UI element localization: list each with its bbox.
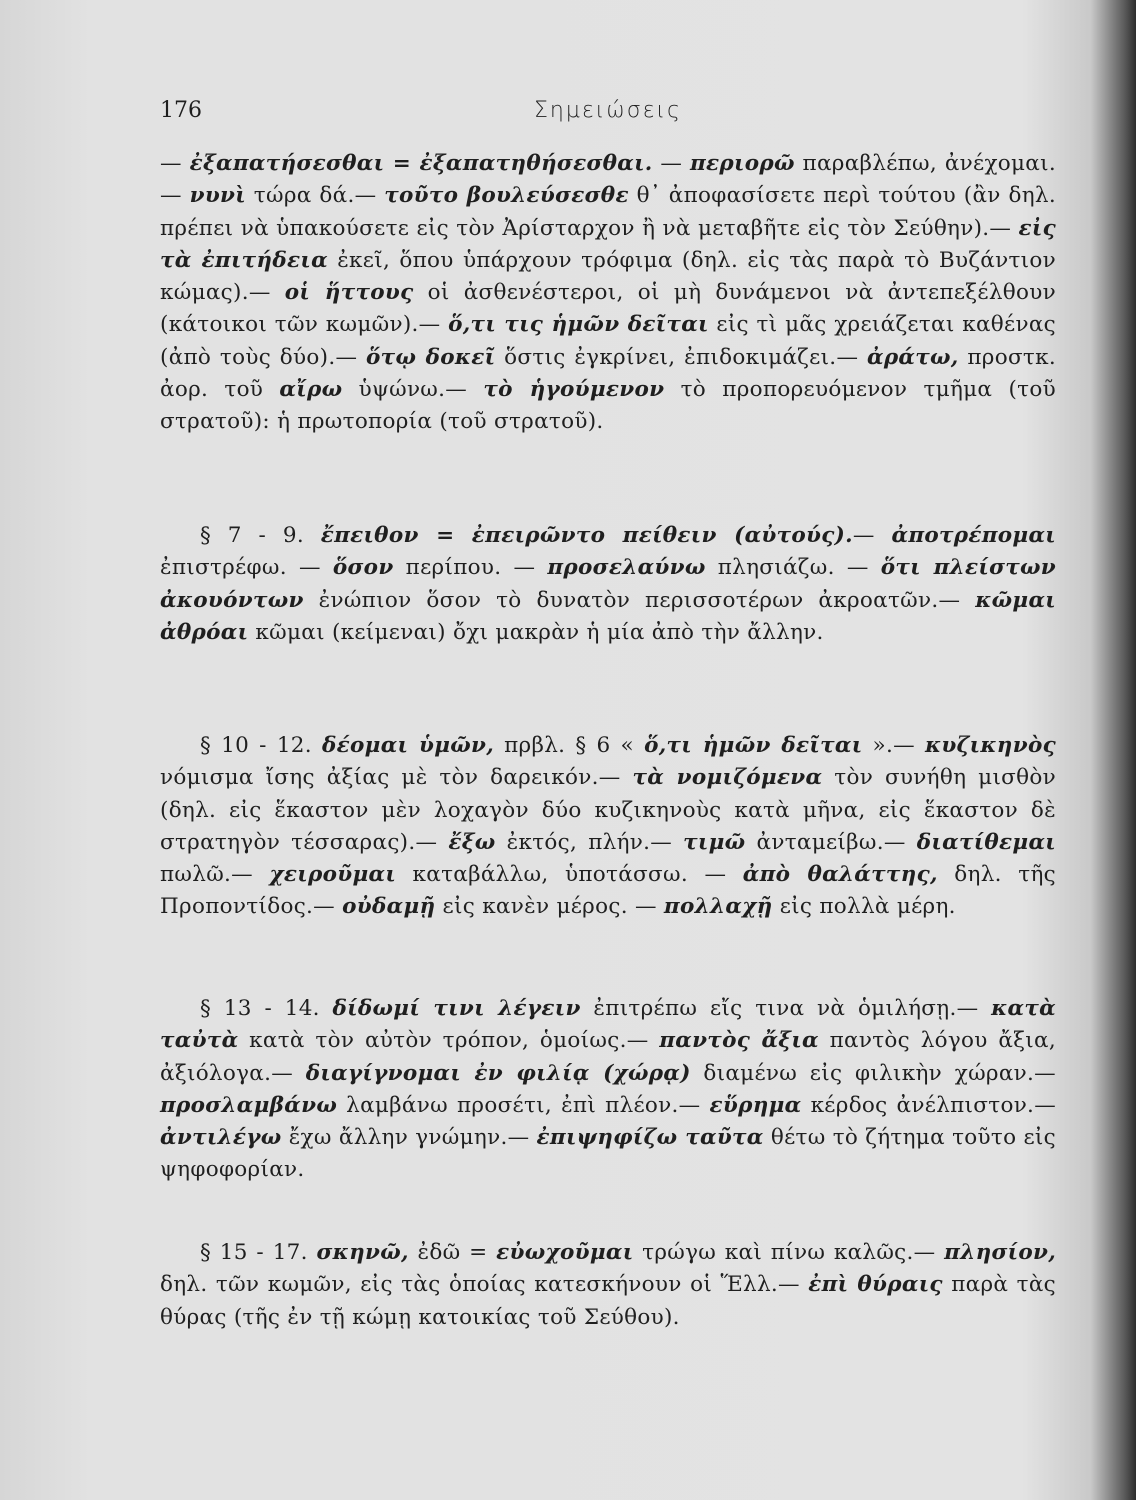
gloss-text: εἰς κανὲν μέρος. — xyxy=(435,894,664,920)
gloss-text: προστκ. ἀορ. τοῦ xyxy=(160,344,1057,403)
gloss-text: κῶμαι (κείμεναι) ὄχι μακρὰν ἡ μία ἀπὸ τὴν ἄλλην. xyxy=(248,619,824,645)
page-number: 176 xyxy=(160,98,202,123)
lemma-term: ἐπιψηφίζω ταῦτα xyxy=(536,1125,764,1151)
lemma-term: τὸ ἡγούμενον xyxy=(483,377,665,403)
gloss-text: ».— xyxy=(862,733,926,758)
lemma-term: ἔπειθον = ἐπειρῶντο πείθειν (αὐτούς). xyxy=(320,523,853,548)
gloss-text: περίπου. — xyxy=(393,555,548,581)
lemma-term: σκηνῶ, xyxy=(316,1240,409,1265)
gloss-text: τρώγω καὶ πίνω καλῶς.— xyxy=(633,1240,945,1265)
lemma-term: ἀράτω, xyxy=(866,344,959,370)
gloss-text: εἰς πολλὰ μέρη. xyxy=(772,894,956,920)
gloss-text: νόμισμα ἴσης ἀξίας μὲ τὸν δαρεικόν.— xyxy=(160,765,633,791)
lemma-term: οἱ ἥττους xyxy=(284,280,414,306)
gloss-text: πωλῶ.— xyxy=(160,862,270,888)
lemma-term: αἴρω xyxy=(279,377,343,403)
gloss-text: δηλ. τῶν κωμῶν, εἰς τὰς ὁποίας κατεσκήνουν οἱ Ἕλλ.— xyxy=(160,1272,809,1298)
lemma-term: ἀντιλέγω xyxy=(160,1125,282,1151)
lemma-term: παντὸς ἄξια xyxy=(659,1028,819,1054)
gloss-text: ἐπιστρέφω. — xyxy=(160,555,333,581)
gloss-text: ἐδῶ = xyxy=(408,1240,497,1265)
lemma-term: διαγίγνομαι ἐν φιλίᾳ (χώρᾳ) xyxy=(305,1060,691,1086)
gloss-text: — xyxy=(652,151,690,176)
lemma-term: ὅ,τι τις ἡμῶν δεῖται xyxy=(448,312,709,338)
lemma-term: εἰς τὰ ἐπιτήδεια xyxy=(160,215,1056,273)
gloss-text: εἰς τὶ μᾶς χρειάζεται καθένας (ἀπὸ τοὺς δύο).— xyxy=(160,312,1056,370)
lemma-term: οὐδαμῇ xyxy=(342,894,436,920)
paragraph xyxy=(160,1237,1056,1334)
lemma-term: χειροῦμαι xyxy=(269,862,397,888)
gloss-text: οἱ ἀσθενέστεροι, οἱ μὴ δυνάμενοι νὰ ἀντεπεξέλθουν (κάτοικοι τῶν κωμῶν).— xyxy=(160,280,1056,338)
lemma-term: ὅτῳ δοκεῖ xyxy=(366,344,496,370)
note-block-15-17 xyxy=(160,1237,1056,1334)
gloss-text: § 10 - 12. xyxy=(200,733,323,758)
lemma-term: ὅ,τι ἡμῶν δεῖται xyxy=(644,733,863,758)
gloss-text: ἀνταμείβω.— xyxy=(745,829,917,855)
gloss-text: § 15 - 17. xyxy=(200,1240,317,1265)
lemma-term: τὰ νομιζόμενα xyxy=(632,765,823,791)
gloss-text: ὅστις ἐγκρίνει, ἐπιδοκιμάζει.— xyxy=(495,344,867,370)
gloss-text: ἐπιτρέπω εἴς τινα νὰ ὁμιλήσῃ.— xyxy=(580,996,992,1021)
gloss-text: παρὰ τὰς θύρας (τῆς ἐν τῇ κώμῃ κατοικίας τοῦ Σεύθου). xyxy=(160,1272,1056,1330)
lemma-term: ὅσον xyxy=(332,555,394,581)
gloss-text: λαμβάνω προσέτι, ἐπὶ πλέον.— xyxy=(337,1092,710,1118)
gloss-text: ἐνώπιον ὅσον τὸ δυνατὸν περισσοτέρων ἀκροατῶν.— xyxy=(303,587,976,613)
lemma-term: πλησίον, xyxy=(944,1240,1057,1265)
lemma-term: προσελαύνω xyxy=(547,555,706,581)
lemma-term: περιορῶ xyxy=(690,151,795,176)
gloss-text: διαμένω εἰς φιλικὴν χώραν.— xyxy=(690,1060,1056,1086)
lemma-term: πολλαχῇ xyxy=(663,894,773,920)
gloss-text: κατὰ τὸν αὐτὸν τρόπον, ὁμοίως.— xyxy=(238,1028,660,1054)
lemma-term: κατὰ ταὐτὰ xyxy=(160,996,1056,1054)
note-block-13-14 xyxy=(160,993,1056,1187)
gloss-text: τώρα δά.— xyxy=(245,183,385,209)
gloss-text: ὑψώνω.— xyxy=(342,377,484,403)
lemma-term: τοῦτο βουλεύσεσθε xyxy=(384,183,629,209)
gloss-text: ἐκεῖ, ὅπου ὑπάρχουν τρόφιμα (δηλ. εἰς τὰς παρὰ τὸ Βυζάντιον κώμας).— xyxy=(160,247,1056,306)
paragraph xyxy=(160,730,1056,924)
lemma-term: ἔξω xyxy=(448,829,496,855)
lemma-term: νυνὶ xyxy=(189,183,246,209)
lemma-term: εὐωχοῦμαι xyxy=(496,1240,634,1265)
lemma-term: ἐπὶ θύραις xyxy=(808,1272,943,1298)
paragraph xyxy=(160,148,1056,439)
lemma-term: κυζικηνὸς xyxy=(925,733,1056,758)
lemma-term: προσλαμβάνω xyxy=(160,1092,338,1118)
lemma-term: ἀπὸ θαλάττης, xyxy=(742,862,938,888)
gloss-text: — xyxy=(160,151,190,176)
lemma-term: ὅτι πλείστων ἀκουόντων xyxy=(160,555,1056,613)
note-block-10-12 xyxy=(160,730,1056,924)
paragraph xyxy=(160,993,1056,1187)
gloss-text: τὸ προπορευόμενον τμῆμα (τοῦ στρατοῦ): ἡ πρωτοπορία (τοῦ στρατοῦ). xyxy=(160,377,1056,435)
gloss-text: θ᾽ ἀποφασίσετε περὶ τούτου (ἂν δηλ. πρέπει νὰ ὑπακούσετε εἰς τὸν Ἀρίσταρχον ἢ νὰ μεταβῆτε εἰς τὸν Σεύθην).— xyxy=(160,183,1056,241)
note-block-7-9 xyxy=(160,520,1056,649)
gloss-text: πρβλ. § 6 « xyxy=(494,733,645,758)
lemma-term: ἐξαπατήσεσθαι = ἐξαπατηθήσεσθαι. xyxy=(189,151,653,176)
lemma-term: ἀποτρέπομαι xyxy=(891,523,1057,548)
gloss-text: παντὸς λόγου ἄξια, ἀξιόλογα.— xyxy=(160,1028,1056,1086)
gloss-text: ἔχω ἄλλην γνώμην.— xyxy=(281,1125,537,1151)
lemma-term: τιμῶ xyxy=(683,829,746,855)
lemma-term: εὕρημα xyxy=(709,1092,802,1118)
gloss-text: τὸν συνήθη μισθὸν (δηλ. εἰς ἕκαστον μὲν λοχαγὸν δύο κυζικηνοὺς κατὰ μῆνα, εἰς ἕκαστον δὲ στρατηγὸν τέσσαρας).— xyxy=(160,765,1057,855)
gloss-text: § 7 - 9. xyxy=(200,523,321,548)
running-title: Σημειώσεις xyxy=(534,98,682,123)
gloss-text: κέρδος ἀνέλπιστον.— xyxy=(801,1092,1056,1118)
note-block-intro xyxy=(160,148,1056,439)
lemma-term: διατίθεμαι xyxy=(916,829,1057,855)
gloss-text: ἐκτός, πλήν.— xyxy=(495,829,684,855)
gloss-text: θέτω τὸ ζήτημα τοῦτο εἰς ψηφοφορίαν. xyxy=(160,1125,1056,1183)
gloss-text: πλησιάζω. — xyxy=(705,555,881,581)
gloss-text: παραβλέπω, ἀνέχομαι.— xyxy=(160,151,1056,209)
page-header xyxy=(160,98,1056,132)
gloss-text: § 13 - 14. xyxy=(200,996,333,1021)
gloss-text: δηλ. τῆς Προποντίδος.— xyxy=(160,862,1057,920)
gloss-text: καταβάλλω, ὑποτάσσω. — xyxy=(396,862,743,888)
gloss-text: — xyxy=(852,523,892,548)
lemma-term: δίδωμί τινι λέγειν xyxy=(332,996,581,1021)
lemma-term: δέομαι ὑμῶν, xyxy=(322,733,495,758)
paragraph xyxy=(160,520,1056,649)
lemma-term: κῶμαι ἀθρόαι xyxy=(160,587,1056,645)
